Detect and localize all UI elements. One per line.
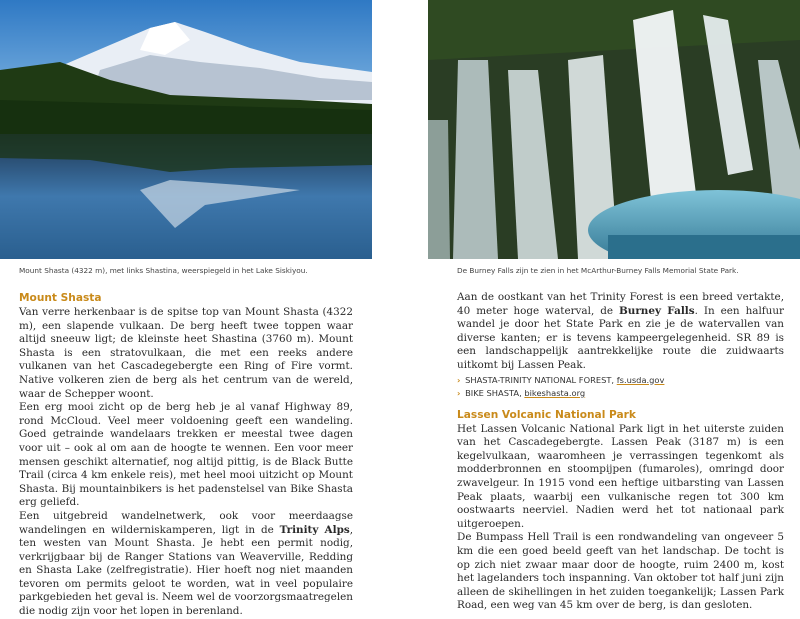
mount-shasta-photo: [0, 0, 372, 259]
link-item: › SHASTA-TRINITY NATIONAL FOREST, fs.usda.gov: [457, 374, 665, 385]
website-link[interactable]: bikeshasta.org: [524, 388, 586, 399]
right-text-column: [457, 291, 784, 613]
paragraph: Van verre herkenbaar is de spitse top van Mount Shasta (4322 m), een slapende vulkaan. De berg heeft twee toppen waar altijd sneeuw ligt; de kleinste heet Shastina (3760 m). Mount Shasta is een stratovulkaan, die met een reeks andere vulkanen van het Cascadegebergte een Ring of Fire vormt. Native volkeren zien de berg als het centrum van de wereld, waar de Schepper woont.: [19, 306, 353, 400]
paragraph: Aan de oostkant van het Trinity Forest is een breed vertakte, 40 meter hoge waterval, de Burney Falls. In een halfuur wandel je door het State Park en zie je de watervallen van diverse kanten; er is tevens kampeergelegenheid. SR 89 is een landschappelijk aantrekkelijke route die zuidwaarts uitkomt bij Lassen Peak.: [457, 291, 785, 371]
arrow-icon: ›: [457, 388, 461, 399]
section-heading-mount-shasta: Mount Shasta: [19, 292, 102, 304]
photo-caption-left: Mount Shasta (4322 m), met links Shastina, weerspiegeld in het Lake Siskiyou.: [19, 266, 308, 275]
website-link[interactable]: fs.usda.gov: [616, 374, 665, 385]
bold-term: Burney Falls: [619, 304, 695, 317]
paragraph: Een erg mooi zicht op de berg heb je al vanaf Highway 89, rond McCloud. Veel meer voldoening geeft een wandeling. Goed getrainde wandelaars trekken er meestal twee dagen voor uit – ook al om aan de hoogte te wennen. Een voor meer mensen geschikt alternatief, nog altijd pittig, is de Black Butte Trail (circa 4 km enkele reis), met heel mooi uitzicht op Mount Shasta. Bij mountainbikers is het padenstelsel van Bike Shasta erg geliefd.: [19, 401, 353, 509]
bold-term: Trinity Alps: [279, 523, 350, 536]
left-text-column: [19, 291, 353, 619]
paragraph: De Bumpass Hell Trail is een rondwandeling van ongeveer 5 km die een goed beeld geeft van het landschap. De tocht is op zich niet zwaar maar door de hoogte, ruim 2400 m, kost het lagelanders toch inspanning. Van oktober tot half juni zijn alleen de skihellingen in het zuiden toegankelijk; Lassen Park Road, een weg van 45 km over de berg, is dan gesloten.: [457, 531, 784, 612]
burney-falls-photo: [428, 0, 800, 259]
paragraph: Een uitgebreid wandelnetwerk, ook voor meerdaagse wandelingen en wilderniskamperen, ligt in de Trinity Alps, ten westen van Mount Shasta. Je hebt een permit nodig, verkrijgbaar bij de Ranger Stations van Weaverville, Redding en Shasta Lake (zelfregistratie). Hier hoeft nog niet maanden tevoren om permits geloot te worden, wat in veel populaire parkgebieden het geval is. Neem wel de voorzorgsmaatregelen die nodig zijn voor het lopen in berenland.: [19, 509, 353, 618]
photo-caption-right: De Burney Falls zijn te zien in het McArthur-Burney Falls Memorial State Park.: [457, 266, 739, 275]
link-item: › BIKE SHASTA, bikeshasta.org: [457, 388, 586, 399]
section-heading-lassen: Lassen Volcanic National Park: [457, 408, 636, 421]
arrow-icon: ›: [457, 374, 461, 385]
paragraph: Het Lassen Volcanic National Park ligt in het uiterste zuiden van het Cascadegebergte. Lassen Peak (3187 m) is een kegelvulkaan, waaromheen je verrassingen tegenkomt als modderbronnen en stoompijpen (fumaroles), omringd door zwavelgeur. In 1915 vond een heftige uitbarsting van Lassen Peak plaats, waarbij een vulkanische regen tot 300 km oostwaarts neerviel. Nadien werd het tot nationaal park uitgeroepen.: [457, 422, 784, 530]
